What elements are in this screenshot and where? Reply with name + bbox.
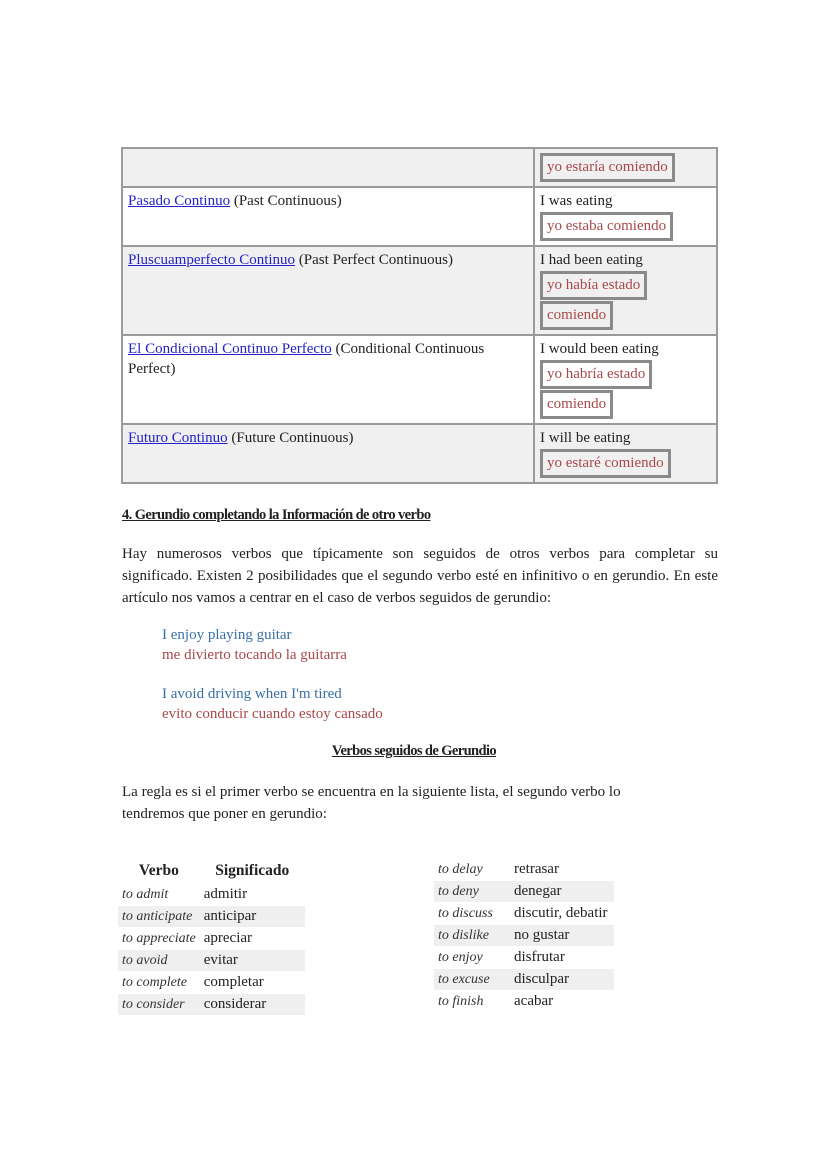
verb-row [118,972,305,993]
verb-table-right [434,858,614,1013]
spanish-meaning: denegar [510,881,614,902]
tense-example-cell [534,148,717,187]
verb-row [434,969,614,990]
english-example: I would been eating [540,341,659,357]
tense-name-cell [122,335,534,424]
verb-row [434,947,614,968]
tenses-table [121,147,718,484]
tense-row [122,424,717,483]
spanish-meaning: retrasar [514,861,559,877]
tense-link[interactable]: El Condicional Continuo Perfecto [128,341,332,357]
english-verb: to excuse [434,969,510,990]
english-verb: to finish [438,994,484,1009]
example-english: I enjoy playing guitar [162,627,292,643]
tense-row [122,246,717,335]
spanish-example: yo estaba comiendo [540,212,673,241]
example-2 [162,684,383,724]
spanish-example: comiendo [540,301,613,330]
spanish-meaning: apreciar [203,930,253,946]
english-verb: to dislike [434,925,510,946]
english-verb: to complete [122,975,187,990]
spanish-meaning: evitar [200,950,305,971]
spanish-meaning: considerar [200,994,305,1015]
english-verb: to enjoy [438,950,483,965]
spanish-meaning: disculpar [510,969,614,990]
spanish-example: comiendo [540,390,613,419]
tense-name-cell [122,424,534,483]
english-verb: to consider [118,994,200,1015]
spanish-example: yo habría estado [540,360,652,389]
tense-example-cell [534,246,717,335]
english-example: I will be eating [540,430,631,446]
english-verb: to delay [438,862,483,877]
verb-row [434,881,614,902]
tense-description: (Past Continuous) [230,193,342,209]
spanish-meaning: anticipar [200,906,305,927]
tense-row [122,148,717,187]
spanish-example: yo había estado [540,271,647,300]
verb-row [434,925,614,946]
spanish-meaning: no gustar [510,925,614,946]
example-spanish: me divierto tocando la guitarra [162,647,347,663]
example-1 [162,625,347,665]
verb-row [118,884,305,905]
verb-header-row [118,859,305,883]
verb-row [118,906,305,927]
verb-row [434,903,614,924]
spanish-meaning: admitir [203,886,248,902]
english-verb: to anticipate [118,906,200,927]
spanish-example: yo estaré comiendo [540,449,671,478]
spanish-example: yo estaría comiendo [540,153,675,182]
verb-row [434,991,614,1012]
spanish-meaning: completar [203,974,264,990]
tense-name-cell [122,246,534,335]
verb-row [118,950,305,971]
english-example: I was eating [540,193,613,209]
example-spanish: evito conducir cuando estoy cansado [162,706,383,722]
verb-row [118,994,305,1015]
verb-table-left [118,858,305,1016]
tense-example-cell [534,335,717,424]
verb-row [118,928,305,949]
column-header: Verbo [138,862,179,879]
spanish-meaning: discutir, debatir [514,905,608,921]
section-heading: 4. Gerundio completando la Información de otro verbo [122,507,431,523]
tense-description: (Conditional Continuous Perfect) [128,341,485,377]
tense-example-cell [534,424,717,483]
spanish-meaning: disfrutar [514,949,565,965]
tense-description: (Past Perfect Continuous) [295,252,453,268]
tense-name-cell [122,148,534,187]
english-verb: to appreciate [122,931,196,946]
tense-row [122,187,717,246]
intro-paragraph: Hay numerosos verbos que típicamente son seguidos de otros verbos para completar su significado. Existen 2 posibilidades que el segundo verbo esté en infinitivo o en gerundio. En este artículo nos vamos a centrar en el caso de verbos seguidos de gerundio: [122,546,718,606]
subheading: Verbos seguidos de Gerundio [331,743,497,759]
english-verb: to avoid [118,950,200,971]
tense-description: (Future Continuous) [227,430,354,446]
english-example: I had been eating [540,252,643,268]
rule-paragraph: La regla es si el primer verbo se encuentra en la siguiente lista, el segundo verbo lo tendremos que poner en gerundio: [122,784,621,822]
tense-example-cell [534,187,717,246]
english-verb: to discuss [438,906,493,921]
spanish-meaning: acabar [514,993,554,1009]
tense-link[interactable]: Pluscuamperfecto Continuo [128,252,296,268]
english-verb: to admit [122,887,169,902]
tense-link[interactable]: Pasado Continuo [128,193,231,209]
tense-row [122,335,717,424]
column-header: Significado [215,862,290,879]
verb-row [434,859,614,880]
tense-link[interactable]: Futuro Continuo [128,430,228,446]
english-verb: to deny [434,881,510,902]
tense-name-cell [122,187,534,246]
example-english: I avoid driving when I'm tired [162,686,342,702]
